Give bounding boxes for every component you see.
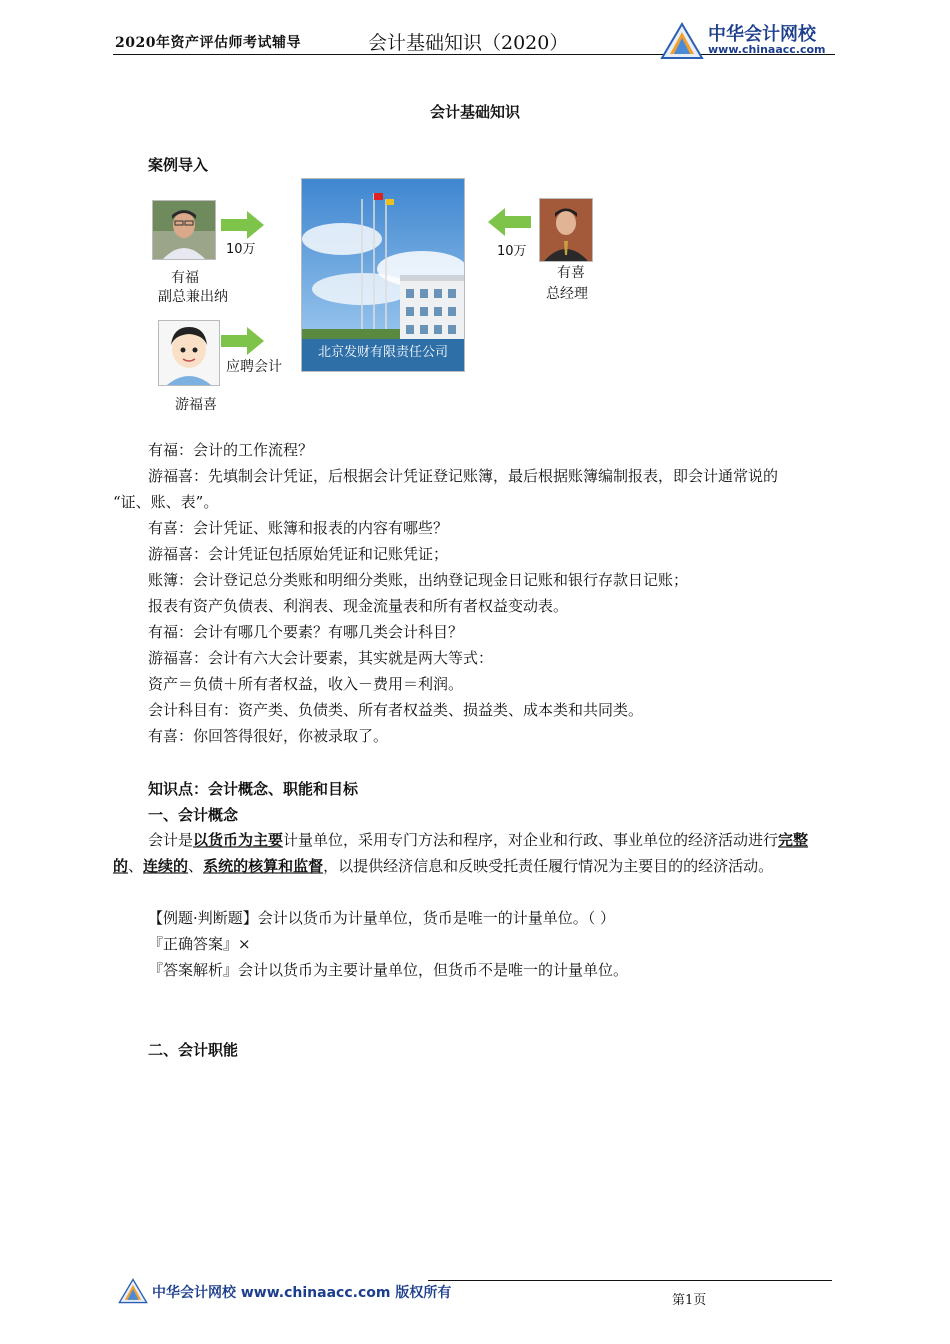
dialog-line: 有喜：会计凭证、账簿和报表的内容有哪些？ bbox=[148, 519, 449, 537]
section-heading-concept: 一、会计概念 bbox=[148, 806, 239, 824]
footer-logo bbox=[118, 1278, 452, 1306]
header-center-title: 会计基础知识（2020） bbox=[368, 32, 569, 54]
concept-text: 计量单位，采用专门方法和程序，对企业和行政、事业单位的经济活动进行 bbox=[283, 831, 779, 849]
footer-copyright: 中华会计网校 www.chinaacc.com 版权所有 bbox=[152, 1285, 452, 1301]
header-left-title: 2020年资产评估师考试辅导 bbox=[115, 35, 301, 51]
right-person-role: 总经理 bbox=[546, 286, 588, 302]
concept-emphasis: 以货币为主要 bbox=[193, 831, 284, 849]
example-question: 【例题·判断题】会计以货币为计量单位，货币是唯一的计量单位。（ ） bbox=[148, 909, 616, 927]
child-name: 游福喜 bbox=[175, 397, 217, 413]
left-arrow-icon bbox=[487, 207, 531, 237]
dialog-line: 账簿：会计登记总分类账和明细分类账，出纳登记现金日记账和银行存款日记账； bbox=[148, 571, 689, 589]
concept-text: ，以提供经济信息和反映受托责任履行情况为主要目的的经济活动。 bbox=[323, 857, 774, 875]
logo-url: www.chinaacc.com bbox=[708, 43, 826, 56]
knowledge-heading: 知识点：会计概念、职能和目标 bbox=[148, 780, 359, 798]
left-person-name: 有福 bbox=[171, 270, 199, 286]
case-heading: 案例导入 bbox=[148, 156, 209, 174]
right-person-name: 有喜 bbox=[557, 265, 585, 281]
right-person-photo bbox=[539, 198, 593, 262]
answer-analysis: 『答案解析』会计以货币为主要计量单位，但货币不是唯一的计量单位。 bbox=[148, 961, 629, 979]
left-person-role: 副总兼出纳 bbox=[158, 289, 228, 305]
child-cartoon-image bbox=[158, 320, 220, 386]
dialog-line: “证、账、表”。 bbox=[113, 493, 219, 511]
logo-name: 中华会计网校 bbox=[708, 24, 816, 45]
dialog-line: 有福：会计有哪几个要素？有哪几类会计科目？ bbox=[148, 623, 464, 641]
footer-rule bbox=[428, 1280, 832, 1281]
concept-text: 会计是 bbox=[148, 831, 194, 849]
dialog-line: 资产＝负债＋所有者权益，收入－费用＝利润。 bbox=[148, 675, 464, 693]
logo-triangle-icon bbox=[660, 22, 704, 60]
page-number: 第1页 bbox=[672, 1293, 707, 1308]
correct-answer: 『正确答案』× bbox=[148, 935, 251, 953]
right-arrow-icon bbox=[221, 210, 265, 240]
concept-text: 、 bbox=[128, 857, 144, 875]
right-arrow-icon bbox=[221, 326, 265, 356]
dialog-line: 有福：会计的工作流程？ bbox=[148, 441, 314, 459]
dialog-line: 报表有资产负债表、利润表、现金流量表和所有者权益变动表。 bbox=[148, 597, 569, 615]
left-amount: 10万 bbox=[226, 242, 256, 257]
logo-triangle-icon bbox=[118, 1278, 148, 1304]
right-amount: 10万 bbox=[497, 244, 527, 259]
dialog-line: 会计科目有：资产类、负债类、所有者权益类、损益类、成本类和共同类。 bbox=[148, 701, 644, 719]
site-logo bbox=[660, 20, 840, 60]
concept-emphasis: 系统的核算和监督 bbox=[203, 857, 324, 875]
dialog-line: 游福喜：会计有六大会计要素，其实就是两大等式： bbox=[148, 649, 494, 667]
concept-text: 、 bbox=[188, 857, 204, 875]
concept-paragraph bbox=[113, 827, 837, 879]
dialog-line: 游福喜：会计凭证包括原始凭证和记账凭证； bbox=[148, 545, 449, 563]
company-name-caption: 北京发财有限责任公司 bbox=[317, 345, 448, 360]
left-person-photo bbox=[152, 200, 216, 260]
dialog-line: 游福喜：先填制会计凭证，后根据会计凭证登记账簿，最后根据账簿编制报表，即会计通常说的 bbox=[148, 467, 779, 485]
concept-emphasis: 连续的 bbox=[143, 857, 189, 875]
child-label: 应聘会计 bbox=[226, 359, 282, 375]
company-building-image bbox=[301, 178, 465, 372]
dialog-line: 有喜：你回答得很好，你被录取了。 bbox=[148, 727, 389, 745]
section-heading-functions: 二、会计职能 bbox=[148, 1041, 239, 1059]
concept-emphasis: 完整的 bbox=[113, 831, 809, 875]
document-title: 会计基础知识 bbox=[429, 103, 520, 121]
